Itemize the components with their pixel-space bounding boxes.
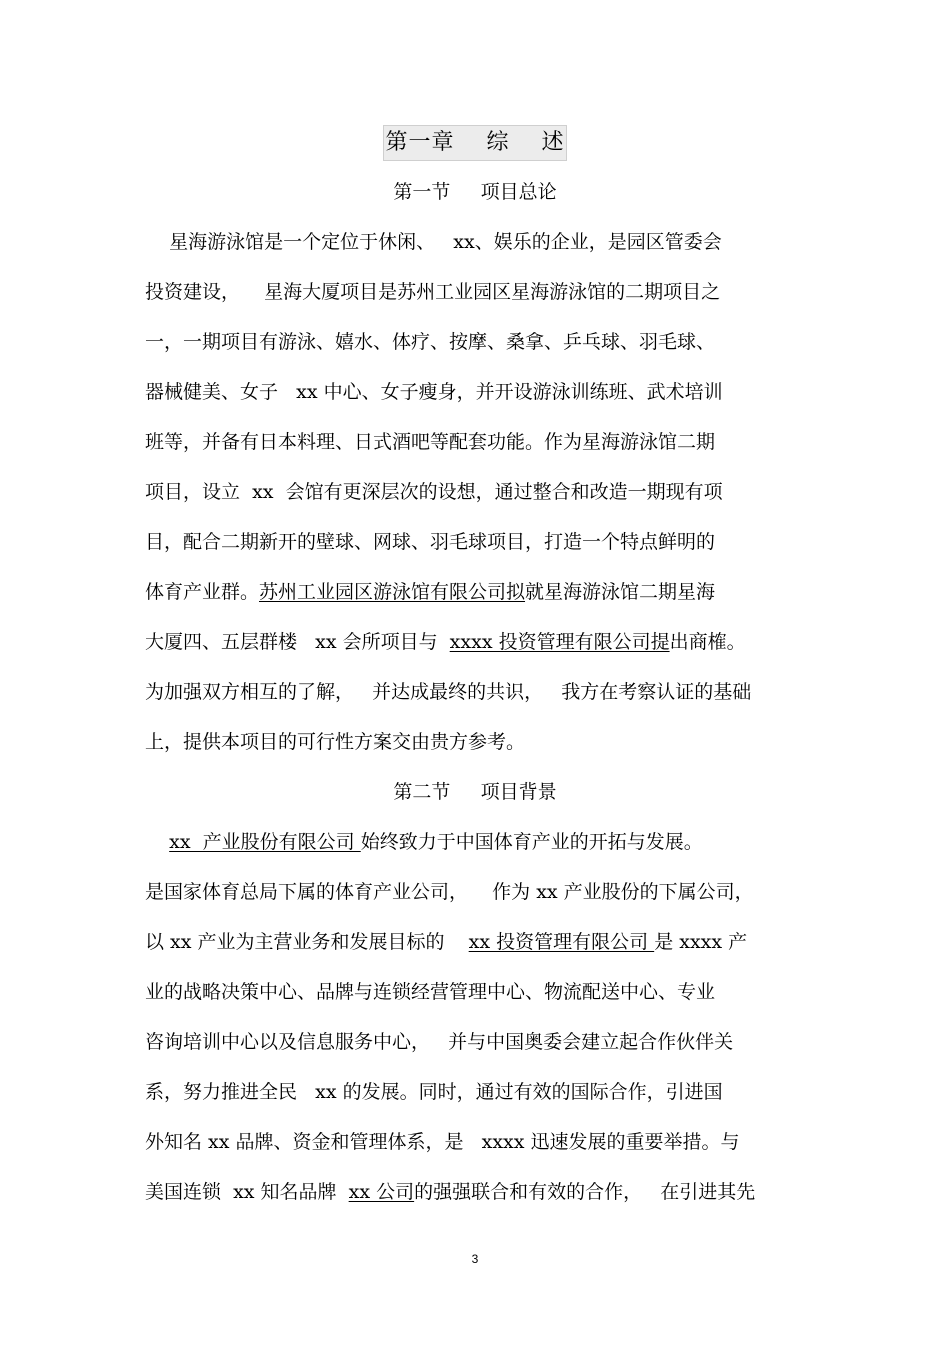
text-segment: 系，努力推进全民 xx 的发展。同时，通过有效的国际合作，引进国 <box>145 1081 723 1103</box>
text-line <box>145 1128 740 1156</box>
text-line <box>145 578 715 606</box>
text-segment: 咨询培训中心以及信息服务中心， 并与中国奥委会建立起合作伙伴关 <box>145 1031 734 1053</box>
text-line <box>145 328 715 356</box>
text-segment: 星海游泳馆是一个定位于休闲、 xx、娱乐的企业，是园区管委会 <box>145 231 722 253</box>
text-segment: 出商榷。 <box>669 631 746 653</box>
page-number: 3 <box>471 1252 479 1266</box>
text-line <box>145 628 746 656</box>
text-segment: 项目，设立 xx 会馆有更深层次的设想，通过整合和改造一期现有项 <box>145 481 723 503</box>
text-segment: 以 xx 产业为主营业务和发展目标的 <box>145 931 469 953</box>
text-line <box>145 1028 733 1056</box>
text-segment: 体育产业群。 <box>145 581 260 603</box>
chapter-title: 第一章 综 述 <box>383 125 568 161</box>
text-line <box>145 228 722 256</box>
text-line <box>145 1078 723 1106</box>
text-segment: 大厦四、五层群楼 xx 会所项目与 <box>145 631 450 653</box>
text-line <box>145 1178 755 1206</box>
text-segment <box>145 831 169 853</box>
text-segment: 上，提供本项目的可行性方案交由贵方参考。 <box>145 731 526 753</box>
text-line <box>145 878 754 906</box>
chapter-heading <box>0 125 950 161</box>
underlined-text: xx 产业股份有限公司 <box>169 831 361 853</box>
text-segment: 外知名 xx 品牌、资金和管理体系，是 xxxx 迅速发展的重要举措。与 <box>145 1131 740 1153</box>
text-segment: 是国家体育总局下属的体育产业公司， 作为 xx 产业股份的下属公司， <box>145 881 754 903</box>
text-line <box>145 478 723 506</box>
text-line <box>145 378 723 406</box>
text-line <box>145 978 715 1006</box>
text-segment: 目，配合二期新开的壁球、网球、羽毛球项目，打造一个特点鲜明的 <box>145 531 716 553</box>
text-segment: 就星海游泳馆二期星海 <box>525 581 716 603</box>
text-line <box>145 278 720 306</box>
underlined-text: 苏州工业园区游泳馆有限公司拟 <box>259 581 526 603</box>
section-heading-1: 第一节 项目总论 <box>393 181 557 203</box>
underlined-text: xx 公司 <box>348 1181 415 1203</box>
text-line <box>145 728 525 756</box>
text-segment: 始终致力于中国体育产业的开拓与发展。 <box>360 831 703 853</box>
text-segment: 的强强联合和有效的合作， 在引进其先 <box>414 1181 756 1203</box>
text-segment: 是 xxxx 产 <box>654 931 748 953</box>
text-line <box>145 678 751 706</box>
section-heading-2: 第二节 项目背景 <box>393 781 557 803</box>
text-segment: 班等，并备有日本料理、日式酒吧等配套功能。作为星海游泳馆二期 <box>145 431 716 453</box>
text-segment: 美国连锁 xx 知名品牌 <box>145 1181 349 1203</box>
text-line <box>145 428 715 456</box>
text-segment: 器械健美、女子 xx 中心、女子瘦身，并开设游泳训练班、武术培训 <box>145 381 723 403</box>
text-segment: 一，一期项目有游泳、嬉水、体疗、按摩、桑拿、乒乓球、羽毛球、 <box>145 331 716 353</box>
text-segment: 投资建设， 星海大厦项目是苏州工业园区星海游泳馆的二期项目之 <box>145 281 721 303</box>
text-segment: 业的战略决策中心、品牌与连锁经营管理中心、物流配送中心、专业 <box>145 981 716 1003</box>
underlined-text: xx 投资管理有限公司 <box>468 931 655 953</box>
underlined-text: xxxx 投资管理有限公司提 <box>449 631 670 653</box>
text-line <box>145 528 715 556</box>
text-line <box>145 828 703 856</box>
text-segment: 为加强双方相互的了解， 并达成最终的共识， 我方在考察认证的基础 <box>145 681 752 703</box>
text-line <box>145 928 747 956</box>
